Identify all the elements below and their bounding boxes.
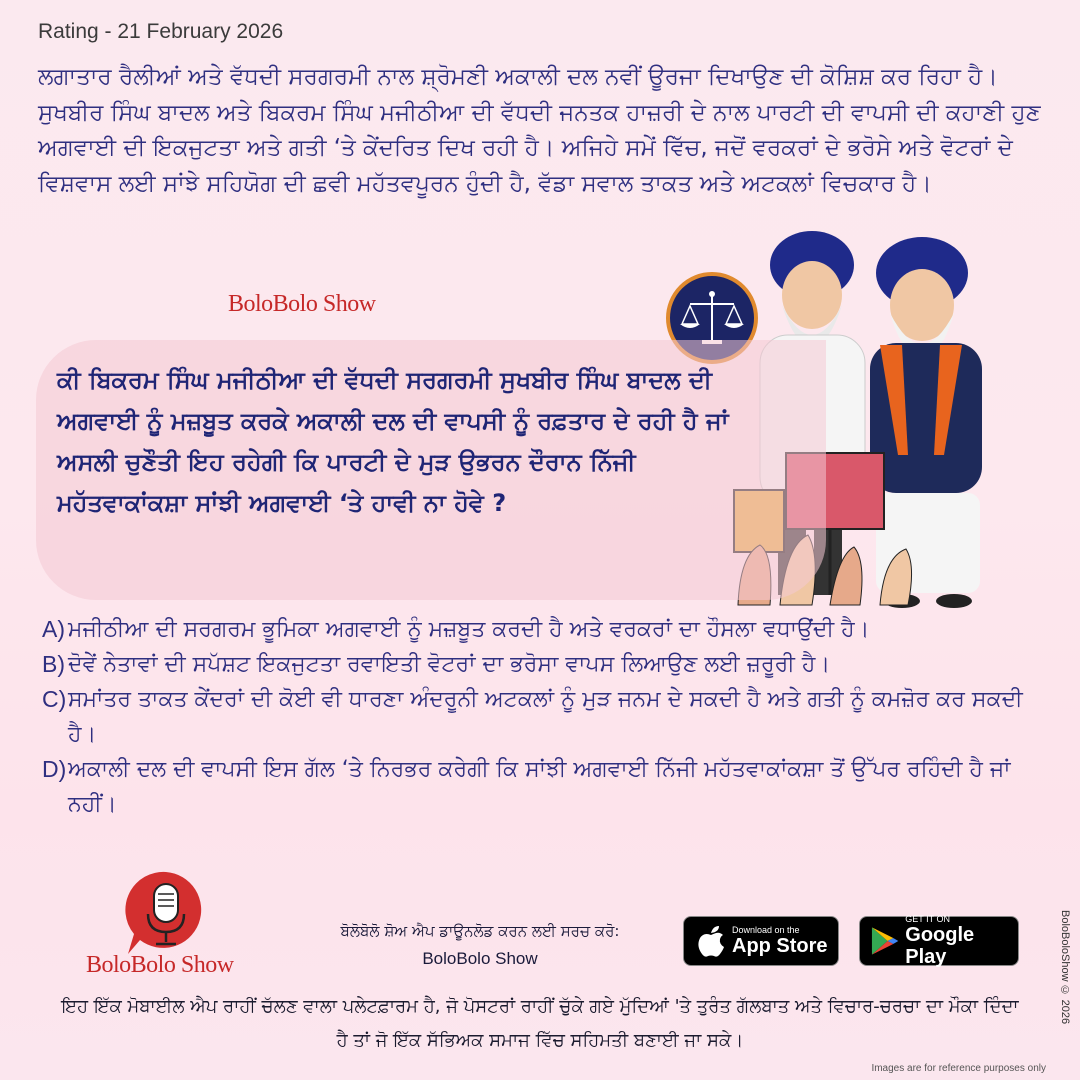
option-b[interactable]	[42, 647, 1052, 682]
option-key: D)	[42, 756, 67, 782]
option-text: ਸਮਾਂਤਰ ਤਾਕਤ ਕੇਂਦਰਾਂ ਦੀ ਕੋਈ ਵੀ ਧਾਰਣਾ ਅੰਦਰੂਨੀ ਅਟਕਲਾਂ ਨੂੰ ਮੁੜ ਜਨਮ ਦੇ ਸਕਦੀ ਹੈ ਅਤੇ ਗਤੀ ਨੂੰ ਕਮਜ਼ੋਰ ਕਰ ਸਕਦੀ ਹੈ।	[68, 687, 1023, 747]
option-key: B)	[42, 651, 65, 677]
app-store-button[interactable]	[683, 916, 839, 966]
intro-paragraph: ਲਗਾਤਾਰ ਰੈਲੀਆਂ ਅਤੇ ਵੱਧਦੀ ਸਰਗਰਮੀ ਨਾਲ ਸ਼੍ਰੋਮਣੀ ਅਕਾਲੀ ਦਲ ਨਵੀਂ ਊਰਜਾ ਦਿਖਾਉਣ ਦੀ ਕੋਸ਼ਿਸ਼ ਕਰ ਰਿਹਾ ਹੈ। ਸੁਖਬੀਰ ਸਿੰਘ ਬਾਦਲ ਅਤੇ ਬਿਕਰਮ ਸਿੰਘ ਮਜੀਠੀਆ ਦੀ ਵੱਧਦੀ ਜਨਤਕ ਹਾਜ਼ਰੀ ਦੇ ਨਾਲ ਪਾਰਟੀ ਦੀ ਵਾਪਸੀ ਦੀ ਕਹਾਣੀ ਹੁਣ ਅਗਵਾਈ ਦੀ ਇਕਜੁਟਤਾ ਅਤੇ ਗਤੀ ‘ਤੇ ਕੇਂਦਰਿਤ ਦਿਖ ਰਹੀ ਹੈ। ਅਜਿਹੇ ਸਮੇਂ ਵਿੱਚ, ਜਦੋਂ ਵਰਕਰਾਂ ਦੇ ਭਰੋਸੇ ਅਤੇ ਵੋਟਰਾਂ ਦੇ ਵਿਸ਼ਵਾਸ ਲਈ ਸਾਂਝੇ ਸਹਿਯੋਗ ਦੀ ਛਵੀ ਮਹੱਤਵਪੂਰਨ ਹੁੰਦੀ ਹੈ, ਵੱਡਾ ਸਵਾਲ ਤਾਕਤ ਅਤੇ ਅਟਕਲਾਂ ਵਿਚਕਾਰ ਹੈ।	[38, 64, 1041, 197]
option-text: ਮਜੀਠੀਆ ਦੀ ਸਰਗਰਮ ਭੂਮਿਕਾ ਅਗਵਾਈ ਨੂੰ ਮਜ਼ਬੂਤ ਕਰਦੀ ਹੈ ਅਤੇ ਵਰਕਰਾਂ ਦਾ ਹੌਸਲਾ ਵਧਾਉਂਦੀ ਹੈ।	[68, 617, 870, 642]
option-key: C)	[42, 686, 67, 712]
image-disclaimer: Images are for reference purposes only	[871, 1063, 1046, 1074]
date-label: Rating - 21 February 2026	[38, 20, 284, 43]
option-text: ਦੋਵੇਂ ਨੇਤਾਵਾਂ ਦੀ ਸਪੱਸ਼ਟ ਇਕਜੁਟਤਾ ਰਵਾਇਤੀ ਵੋਟਰਾਂ ਦਾ ਭਰੋਸਾ ਵਾਪਸ ਲਿਆਉਣ ਲਈ ਜ਼ਰੂਰੀ ਹੈ।	[68, 652, 831, 677]
apple-icon	[696, 924, 726, 958]
option-a[interactable]	[42, 612, 1052, 647]
download-instruction	[300, 920, 660, 970]
option-text: ਅਕਾਲੀ ਦਲ ਦੀ ਵਾਪਸੀ ਇਸ ਗੱਲ ‘ਤੇ ਨਿਰਭਰ ਕਰੇਗੀ ਕਿ ਸਾਂਝੀ ਅਗਵਾਈ ਨਿੱਜੀ ਮਹੱਤਵਾਕਾਂਕਸ਼ਾ ਤੋਂ ਉੱਪਰ ਰਹਿੰਦੀ ਹੈ ਜਾਂ ਨਹੀਂ।	[68, 757, 1011, 817]
poll-question: ਕੀ ਬਿਕਰਮ ਸਿੰਘ ਮਜੀਠੀਆ ਦੀ ਵੱਧਦੀ ਸਰਗਰਮੀ ਸੁਖਬੀਰ ਸਿੰਘ ਬਾਦਲ ਦੀ ਅਗਵਾਈ ਨੂੰ ਮਜ਼ਬੂਤ ਕਰਕੇ ਅਕਾਲੀ ਦਲ ਦੀ ਵਾਪਸੀ ਨੂੰ ਰਫ਼ਤਾਰ ਦੇ ਰਹੀ ਹੈ ਜਾਂ ਅਸਲੀ ਚੁਣੌਤੀ ਇਹ ਰਹੇਗੀ ਕਿ ਪਾਰਟੀ ਦੇ ਮੁੜ ਉਭਰਨ ਦੌਰਾਨ ਨਿੱਜੀ ਮਹੱਤਵਾਕਾਂਕਸ਼ਾ ਸਾਂਝੀ ਅਗਵਾਈ ‘ਤੇ ਹਾਵੀ ਨਾ ਹੋਵੇ ?	[57, 366, 729, 517]
google-play-icon	[870, 925, 899, 957]
google-play-small: GET IT ON	[905, 914, 950, 924]
poll-options	[42, 612, 1052, 822]
google-play-button[interactable]	[859, 916, 1019, 966]
download-app-name: BoloBolo Show	[422, 949, 538, 968]
option-key: A)	[42, 616, 65, 642]
app-store-small: Download on the	[732, 925, 800, 935]
google-play-big: Google Play	[905, 924, 975, 968]
app-store-big: App Store	[732, 935, 828, 957]
download-label: ਬੋਲੋਬੋਲੋ ਸ਼ੋਅ ਐਪ ਡਾਊਨਲੋਡ ਕਰਨ ਲਈ ਸਰਚ ਕਰੋ:	[340, 922, 620, 940]
option-c[interactable]	[42, 682, 1052, 752]
footer-text: ਇਹ ਇੱਕ ਮੋਬਾਈਲ ਐਪ ਰਾਹੀਂ ਚੱਲਣ ਵਾਲਾ ਪਲੇਟਫ਼ਾਰਮ ਹੈ, ਜੋ ਪੋਸਟਰਾਂ ਰਾਹੀਂ ਚੁੱਕੇ ਗਏ ਮੁੱਦਿਆਂ 'ਤੇ ਤੁਰੰਤ ਗੱਲਬਾਤ ਅਤੇ ਵਿਚਾਰ-ਚਰਚਾ ਦਾ ਮੌਕਾ ਦਿੰਦਾ ਹੈ ਤਾਂ ਜੋ ਇੱਕ ਸੱਭਿਅਕ ਸਮਾਜ ਵਿੱਚ ਸਹਿਮਤੀ ਬਣਾਈ ਜਾ ਸਕੇ।	[61, 996, 1019, 1051]
microphone-icon	[118, 868, 214, 958]
brand-name: BoloBolo Show	[228, 291, 376, 317]
copyright-vertical: BoloBoloShow © 2026	[1059, 910, 1071, 1025]
brand-name-bottom: BoloBolo Show	[86, 952, 234, 978]
option-d[interactable]	[42, 752, 1052, 822]
